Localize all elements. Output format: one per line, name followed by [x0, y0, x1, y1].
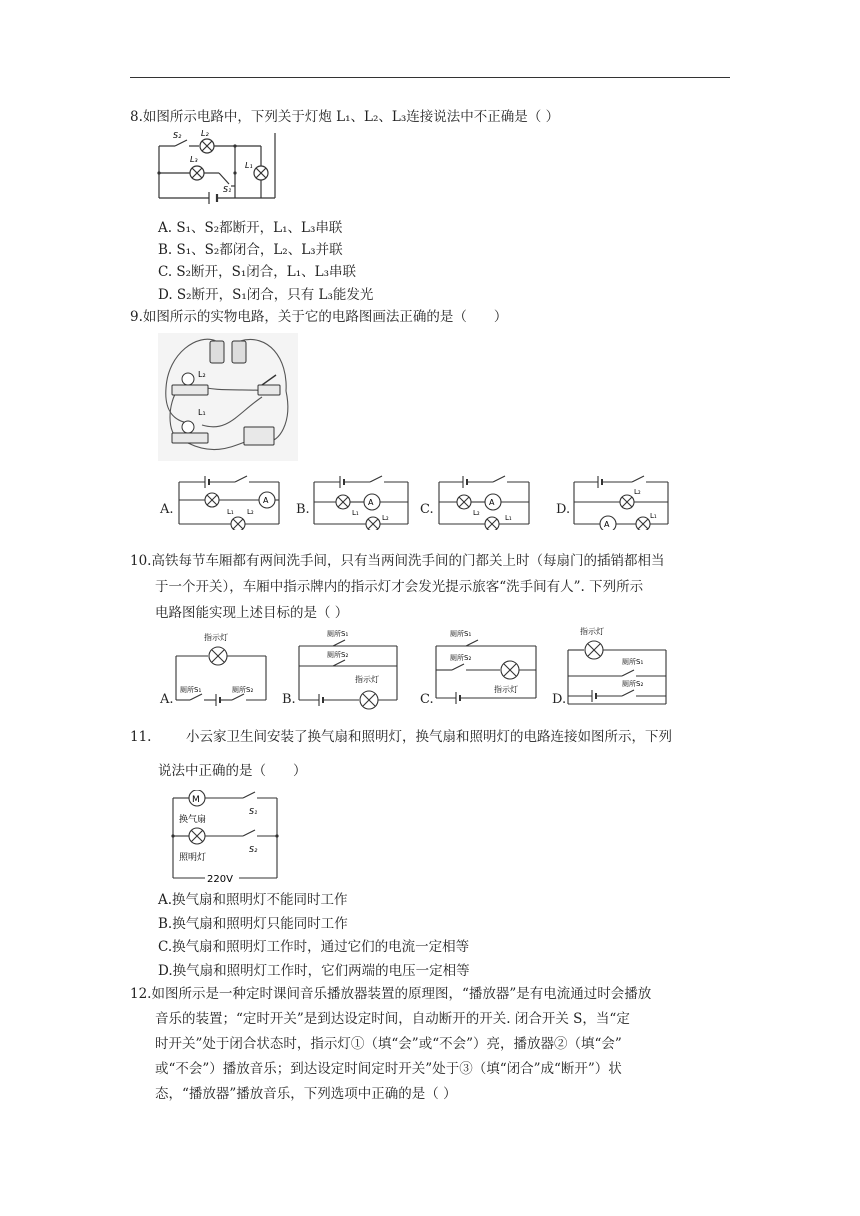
q9-d-l2: L₂ — [634, 488, 641, 496]
q10-label-b: B. — [282, 692, 296, 707]
q12-stem-line-5: 态，“播放器”播放音乐，下列选项中正确的是（ ） — [155, 1086, 457, 1102]
q11-circuit-figure — [165, 790, 285, 888]
q12-stem-line-4: 或“不会”）播放音乐；到达设定时间定时开关”处于③（填“闭合”成“断开”）状 — [155, 1061, 622, 1077]
q8-fig-l3: L₃ — [190, 155, 198, 164]
q11-option-d: D.换气扇和照明灯工作时，它们两端的电压一定相等 — [158, 963, 470, 979]
q8-fig-l1: L₁ — [245, 161, 253, 170]
q9-a-ammeter: A — [263, 496, 269, 505]
q9-a-l2: L₂ — [247, 508, 254, 516]
q11-option-b: B.换气扇和照明灯只能同时工作 — [158, 916, 348, 932]
q10-label-a: A. — [160, 692, 174, 707]
q8-option-d: D. S₂断开，S₁闭合，只有 L₃能发光 — [158, 287, 374, 303]
q10-option-c-circuit — [430, 624, 542, 710]
q10-stem-line-3: 电路图能实现上述目标的是（ ） — [155, 605, 349, 621]
q9-label-a: A. — [160, 502, 174, 517]
q11-stem-line-1: 小云家卫生间安装了换气扇和照明灯，换气扇和照明灯的电路连接如图所示，下列 — [186, 729, 672, 745]
q9-b-l2: L₂ — [382, 514, 389, 522]
q11-number: 11. — [130, 729, 152, 745]
q10-option-a-circuit — [170, 628, 272, 708]
q10-a-s1: 厕所S₁ — [180, 686, 202, 694]
q10-stem-line-1: 10.高铁每节车厢都有两间洗手间，只有当两间洗手间的门都关上时（每扇门的插销都相当 — [130, 553, 665, 569]
q11-stem-line-2: 说法中正确的是（ ） — [158, 763, 307, 779]
q10-d-s2: 厕所S₂ — [622, 680, 644, 688]
q9-option-b-circuit — [310, 472, 415, 530]
q9-label-c: C. — [420, 502, 434, 517]
q9-c-l2: L₂ — [473, 509, 480, 517]
q9-d-ammeter: A — [604, 520, 610, 529]
q10-b-lamp: 指示灯 — [355, 675, 379, 684]
header-rule — [130, 77, 730, 78]
q11-fig-voltage: 220V — [207, 874, 233, 885]
q9-d-l1: L₁ — [650, 512, 657, 520]
q10-label-c: C. — [420, 692, 434, 707]
q8-fig-s2: S₂ — [173, 131, 182, 140]
q9-option-c-circuit — [435, 472, 535, 530]
q9-label-d: D. — [556, 502, 571, 517]
q10-a-s2: 厕所S₂ — [232, 686, 254, 694]
q8-option-a: A. S₁、S₂都断开，L₁、L₃串联 — [158, 220, 343, 236]
q11-fig-motor: M — [192, 795, 200, 805]
q9-photo-l2: L₂ — [198, 370, 206, 379]
q9-b-ammeter: A — [368, 498, 374, 507]
q12-stem-line-1: 12.如图所示是一种定时课间音乐播放器装置的原理图，“播放器”是有电流通过时会播放 — [130, 986, 652, 1002]
q9-option-d-circuit — [570, 472, 675, 530]
q9-a-l1: L₁ — [227, 508, 234, 516]
q12-stem-line-3: 时开关”处于闭合状态时，指示灯①（填“会”或“不会”）亮，播放器②（填“会” — [155, 1036, 622, 1052]
q11-option-c: C.换气扇和照明灯工作时，通过它们的电流一定相等 — [158, 939, 470, 955]
q9-c-ammeter: A — [489, 498, 495, 507]
q9-b-l1: L₁ — [352, 509, 359, 517]
q11-fig-s1: S₁ — [249, 807, 258, 816]
q10-option-b-circuit — [293, 624, 405, 710]
q10-c-lamp: 指示灯 — [494, 685, 518, 694]
q10-label-d: D. — [552, 692, 567, 707]
q10-stem-line-2: 于一个开关），车厢中指示牌内的指示灯才会发光提示旅客“洗手间有人”. 下列所示 — [155, 579, 644, 595]
q10-d-lamp: 指示灯 — [580, 627, 604, 636]
q10-b-s1: 厕所S₁ — [327, 630, 349, 638]
q12-stem-line-2: 音乐的装置；“定时开关”是到达设定时间，自动断开的开关. 闭合开关 S，当“定 — [155, 1011, 630, 1027]
q9-option-a-circuit — [175, 472, 287, 530]
q8-stem: 8.如图所示电路中，下列关于灯炮 L₁、L₂、L₃连接说法中不正确是（ ） — [130, 109, 560, 125]
q10-d-s1: 厕所S₁ — [622, 658, 644, 666]
q9-stem: 9.如图所示的实物电路，关于它的电路图画法正确的是（ ） — [130, 309, 508, 325]
q9-label-b: B. — [296, 502, 310, 517]
q9-c-l1: L₁ — [505, 514, 512, 522]
q11-fig-s2: S₂ — [249, 845, 258, 854]
q8-fig-s1: S₁ — [223, 185, 232, 194]
q10-option-d-circuit — [562, 620, 672, 710]
q10-c-s2: 厕所S₂ — [450, 654, 472, 662]
q8-circuit-figure — [155, 128, 280, 208]
q10-b-s2: 厕所S₂ — [327, 651, 349, 659]
q11-option-a: A.换气扇和照明灯不能同时工作 — [158, 892, 348, 908]
q9-photo-l1: L₁ — [198, 408, 206, 417]
q8-fig-l2: L₂ — [201, 129, 209, 138]
q10-c-s1: 厕所S₁ — [450, 630, 472, 638]
q10-a-lamp: 指示灯 — [204, 633, 228, 642]
q11-fig-fan: 换气扇 — [179, 815, 207, 825]
q8-option-b: B. S₁、S₂都闭合，L₂、L₃并联 — [158, 242, 343, 258]
q11-fig-light: 照明灯 — [179, 853, 207, 863]
q9-physical-circuit-photo — [158, 333, 298, 461]
q8-option-c: C. S₂断开，S₁闭合，L₁、L₃串联 — [158, 264, 357, 280]
